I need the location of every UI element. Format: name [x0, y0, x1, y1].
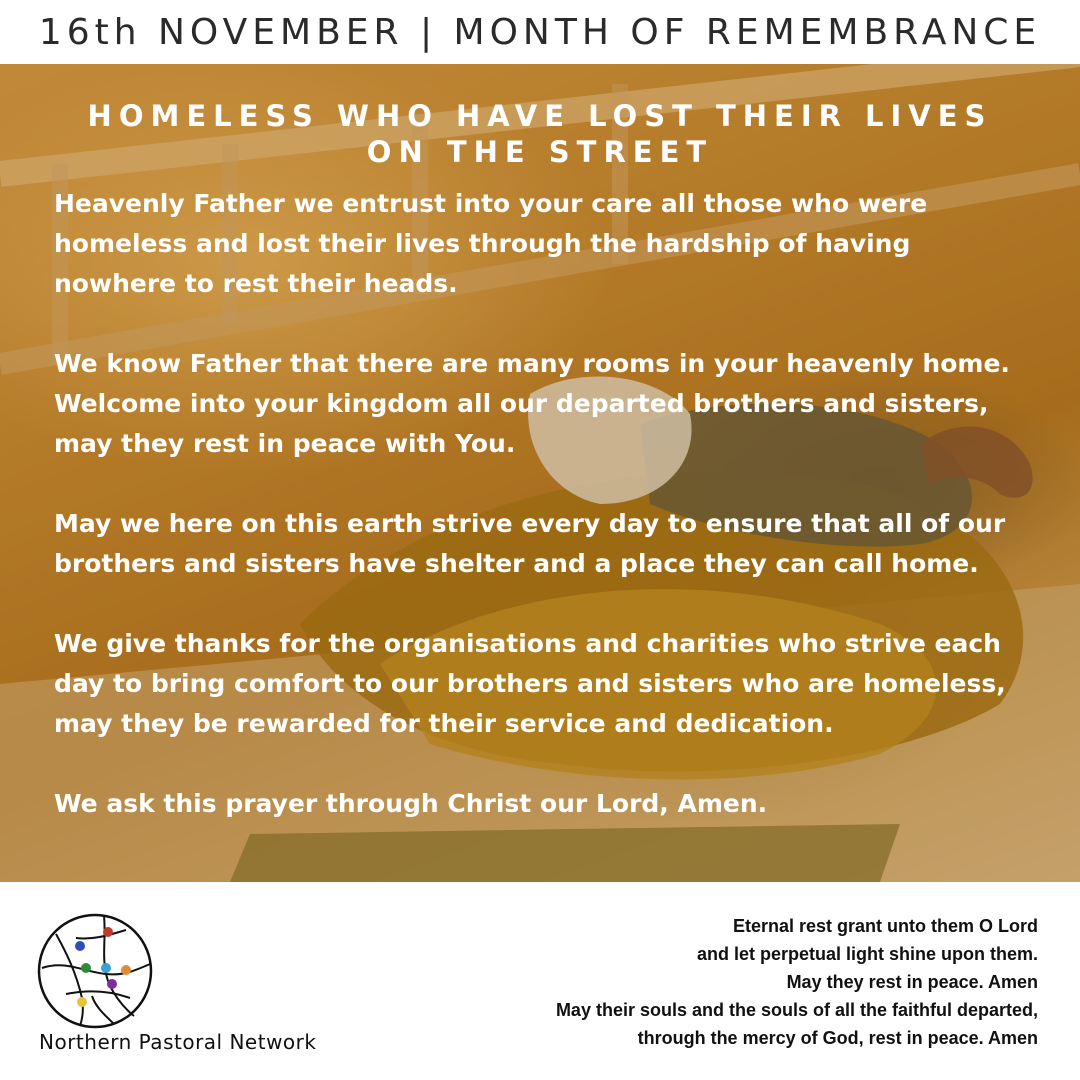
prayer-line: nowhere to rest their heads. — [54, 269, 458, 298]
prayer-paragraph-3 — [54, 504, 1064, 584]
prayer-line: day to bring comfort to our brothers and sisters who are homeless, — [54, 669, 1006, 698]
prayer-line: Welcome into your kingdom all our departed brothers and sisters, — [54, 389, 989, 418]
footer — [0, 882, 1080, 1080]
header-bar — [0, 0, 1080, 64]
prayer-line: We give thanks for the organisations and charities who strive each — [54, 629, 1001, 658]
closing-line: through the mercy of God, rest in peace. Amen — [637, 1028, 1038, 1048]
closing-line: and let perpetual light shine upon them. — [696, 944, 1038, 964]
prayer-line: brothers and sisters have shelter and a place they can call home. — [54, 549, 979, 578]
prayer-paragraph-1 — [54, 184, 1064, 304]
headline-line-1: HOMELESS WHO HAVE LOST THEIR LIVES — [87, 99, 993, 133]
prayer-line: homeless and lost their lives through the hardship of having — [54, 229, 911, 258]
network-logo-icon — [36, 912, 154, 1030]
headline — [0, 98, 1080, 170]
closing-line: Eternal rest grant unto them O Lord — [732, 916, 1038, 936]
prayer-paragraph-4 — [54, 624, 1064, 744]
prayer-line: may they rest in peace with You. — [54, 429, 516, 458]
organization-name: Northern Pastoral Network — [39, 1030, 317, 1054]
background-photo — [0, 64, 1080, 882]
prayer-line: Heavenly Father we entrust into your care all those who were — [54, 189, 928, 218]
prayer-text — [54, 184, 1064, 824]
headline-line-2: ON THE STREET — [366, 135, 714, 169]
prayer-paragraph-2 — [54, 344, 1064, 464]
page-title: 16th NOVEMBER | MONTH OF REMEMBRANCE — [38, 11, 1042, 53]
closing-line: May their souls and the souls of all the faithful departed, — [555, 1000, 1038, 1020]
closing-prayer — [556, 912, 1038, 1052]
prayer-paragraph-5 — [54, 784, 1064, 824]
prayer-line: We ask this prayer through Christ our Lord, Amen. — [54, 789, 768, 818]
prayer-line: may they be rewarded for their service and dedication. — [54, 709, 834, 738]
prayer-line: May we here on this earth strive every day to ensure that all of our — [54, 509, 1006, 538]
prayer-line: We know Father that there are many rooms in your heavenly home. — [54, 349, 1010, 378]
closing-line: May they rest in peace. Amen — [786, 972, 1038, 992]
